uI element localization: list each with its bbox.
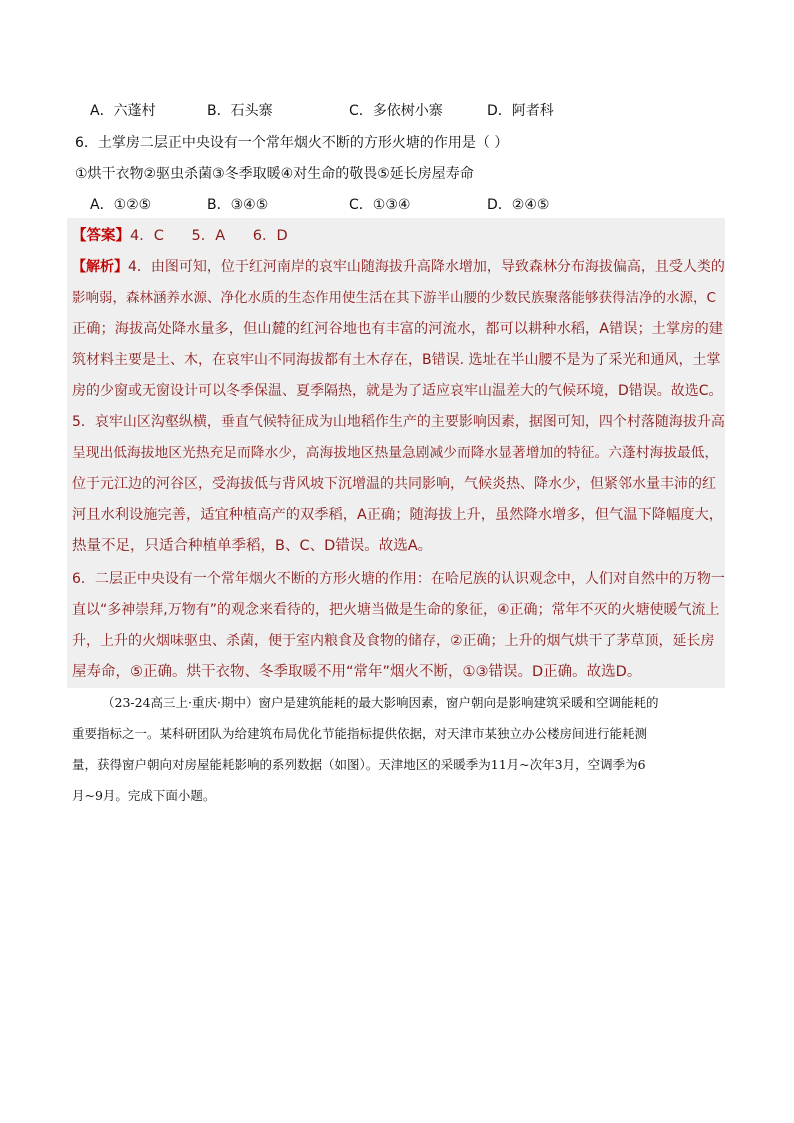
analysis-line: 河且水利设施完善，适宜种植高产的双季稻，A正确；随海拔上升，虽然降水增多，但气温下降幅度大， [72,507,724,523]
analysis-line: 呈现出低海拔地区光热充足而降水少，高海拔地区热量急剧减少而降水显著增加的特征。六蓬村海拔最低， [72,445,719,461]
analysis-line: 屋寿命，⑤正确。烘干衣物、冬季取暖不用“常年”烟火不断，①③错误。D正确。故选D。 [72,664,642,680]
answer-text: 4．C 5．A 6．D [130,228,288,244]
analysis-text: 4．由图可知，位于红河南岸的哀牢山随海拔升高降水增加，导致森林分布海拔偏高，且受人类的 [128,259,725,275]
q5-option-c: C．多依树小寨 [349,103,443,119]
q6-option-c: C．①③④ [349,197,411,213]
intro-line: 重要指标之一。某科研团队为给建筑布局优化节能指标提供依据，对天津市某独立办公楼房间进行能耗测 [72,726,648,741]
analysis-line: 影响弱，森林涵养水源、净化水质的生态作用使生活在其下游半山腰的少数民族聚落能够获得洁净的水源，C [72,290,716,306]
analysis-line: 筑材料主要是土、木，在哀牢山不同海拔都有土木存在，B错误. 选址在半山腰不是为了采光和通风，土掌 [72,352,721,368]
q6-option-d: D．②④⑤ [487,197,550,213]
analysis-line-1 [72,257,725,277]
analysis-tag: 【解析】 [72,259,128,275]
q6-stem: 6．土掌房二层正中央设有一个常年烟火不断的方形火塘的作用是（ ） [75,135,509,151]
analysis-line: 5．哀牢山区沟壑纵横，垂直气候特征成为山地稻作生产的主要影响因素，据图可知，四个村落随海拔升高 [72,414,725,430]
q6-items: ①烘干衣物②驱虫杀菌③冬季取暖④对生命的敬畏⑤延长房屋寿命 [75,166,474,182]
intro-line: 月~9月。完成下面小题。 [72,788,216,803]
q6-option-a: A．①②⑤ [90,197,152,213]
intro-line: 量，获得窗户朝向对房屋能耗影响的系列数据（如图）。天津地区的采暖季为11月~次年3月，空调季为6 [72,757,646,772]
q5-option-b: B．石头寨 [207,103,273,119]
analysis-line: 6．二层正中央设有一个常年烟火不断的方形火塘的作用：在哈尼族的认识观念中，人们对自然中的万物一 [72,571,725,587]
analysis-line: 正确；海拔高处降水量多，但山麓的红河谷地也有丰富的河流水，都可以耕种水稻，A错误；土掌房的建 [72,321,724,337]
intro-line: （23-24高三上·重庆·期中）窗户是建筑能耗的最大影响因素，窗户朝向是影响建筑采暖和空调能耗的 [102,695,659,710]
analysis-line: 热量不足，只适合种植单季稻，B、C、D错误。故选A。 [72,538,433,554]
analysis-line: 房的少窗或无窗设计可以冬季保温、夏季隔热，就是为了适应哀牢山温差大的气候环境，D错误。故选C。 [72,383,723,399]
answer-line [72,226,288,246]
analysis-line: 升，上升的火烟味驱虫、杀菌，便于室内粮食及食物的储存，②正确；上升的烟气烘干了茅草顶，延长房 [72,633,715,649]
answer-tag: 【答案】 [72,228,130,244]
q5-option-d: D．阿者科 [487,103,554,119]
q6-option-b: B．③④⑤ [207,197,269,213]
analysis-line: 位于元江边的河谷区，受海拔低与背风坡下沉增温的共同影响，气候炎热、降水少，但紧邻水量丰沛的红 [72,476,716,492]
q5-option-a: A．六蓬村 [90,103,156,119]
analysis-line: 直以“多神崇拜,万物有”的观念来看待的，把火塘当做是生命的象征，④正确；常年不灭的火塘使暖气流上 [72,602,720,618]
